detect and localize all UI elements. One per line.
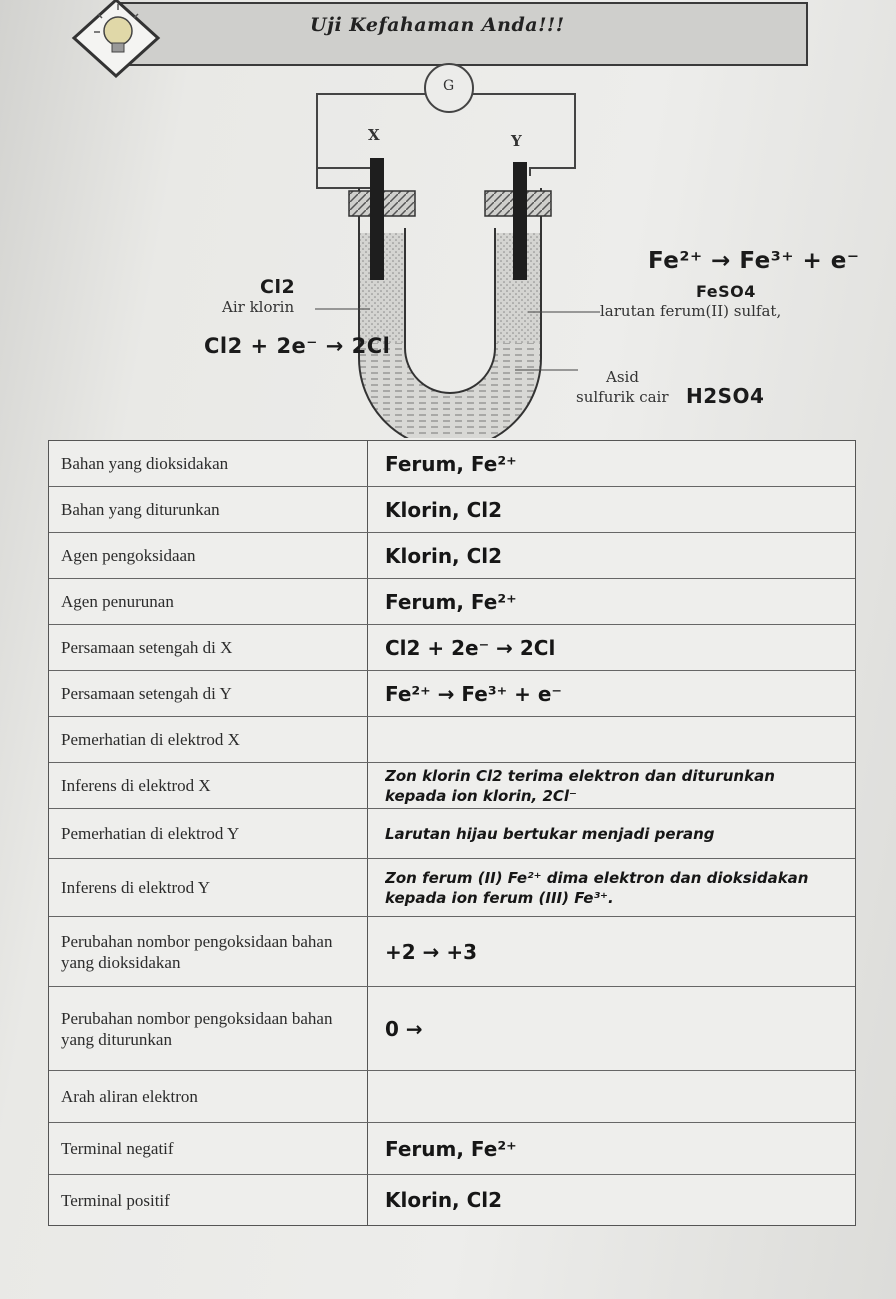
row-label: Perubahan nombor pengoksidaan bahan yang dioksidakan — [61, 931, 333, 972]
row-label: Perubahan nombor pengoksidaan bahan yang diturunkan — [61, 1008, 333, 1049]
row-answer: Larutan hijau bertukar menjadi perang — [385, 824, 715, 843]
row-label: Pemerhatian di elektrod X — [61, 730, 240, 749]
row-label: Agen pengoksidaan — [61, 546, 196, 565]
iron-sulfate-label: larutan ferum(II) sulfat, — [600, 302, 782, 320]
row-label: Persamaan setengah di X — [61, 638, 233, 657]
handwritten-right-equation: Fe²⁺ → Fe³⁺ + e⁻ — [648, 248, 860, 274]
acid-label-line1: Asid — [606, 368, 639, 386]
answer-line-1: Zon klorin Cl2 terima elektron dan diturunkan — [385, 766, 775, 785]
electrode-y-label: Y — [511, 132, 522, 150]
row-answer: Ferum, Fe²⁺ — [385, 451, 517, 476]
table-row — [49, 917, 855, 987]
row-label: Terminal positif — [61, 1190, 170, 1210]
answer-line-1: Zon ferum (II) Fe²⁺ dima elektron dan dioksidakan — [385, 868, 809, 887]
row-answer — [385, 1071, 851, 1122]
electrochemical-cell-diagram — [190, 58, 860, 438]
row-answer: 0 → — [385, 1016, 423, 1041]
handwritten-feso4: FeSO4 — [696, 282, 756, 301]
table-row — [49, 1175, 855, 1225]
electrode-x — [370, 158, 384, 280]
row-answer: Ferum, Fe²⁺ — [385, 1136, 517, 1161]
row-answer — [385, 859, 851, 916]
row-label: Persamaan setengah di Y — [61, 684, 232, 703]
table-row — [49, 859, 855, 917]
electrode-y — [513, 162, 527, 280]
table-row — [49, 1071, 855, 1123]
row-label: Agen penurunan — [61, 592, 174, 611]
row-answer: Klorin, Cl2 — [385, 497, 503, 522]
electrode-x-label: X — [368, 126, 380, 144]
handwritten-h2so4: H2SO4 — [686, 384, 765, 408]
row-answer: Klorin, Cl2 — [385, 543, 503, 568]
row-label: Pemerhatian di elektrod Y — [61, 824, 240, 843]
table-row — [49, 763, 855, 809]
row-answer: Ferum, Fe²⁺ — [385, 589, 517, 614]
row-answer — [385, 763, 851, 808]
chlorine-water-label: Air klorin — [222, 298, 295, 316]
table-row — [49, 533, 855, 579]
row-answer: +2 → +3 — [385, 939, 478, 964]
row-label: Arah aliran elektron — [61, 1087, 198, 1106]
row-label: Bahan yang dioksidakan — [61, 454, 229, 473]
row-answer — [385, 717, 851, 762]
table-row — [49, 987, 855, 1071]
table-row — [49, 809, 855, 859]
row-answer: Cl2 + 2e⁻ → 2Cl — [385, 635, 556, 660]
acid-label-line2: sulfurik cair — [576, 388, 669, 406]
table-row — [49, 717, 855, 763]
table-row — [49, 671, 855, 717]
handwritten-cl2: Cl2 — [260, 276, 296, 298]
table-row — [49, 625, 855, 671]
answer-line-2: kepada ion ferum (III) Fe³⁺. — [385, 888, 614, 907]
table-row — [49, 1123, 855, 1175]
lightbulb-badge-icon — [66, 0, 166, 78]
page-title: Uji Kefahaman Anda!!! — [310, 14, 565, 36]
row-answer: Klorin, Cl2 — [385, 1188, 503, 1212]
row-answer: Fe²⁺ → Fe³⁺ + e⁻ — [385, 681, 562, 706]
table-row — [49, 487, 855, 533]
row-label: Terminal negatif — [61, 1139, 174, 1158]
answer-table — [48, 440, 856, 1226]
handwritten-left-equation: Cl2 + 2e⁻ → 2Cl — [204, 334, 391, 358]
row-label: Inferens di elektrod Y — [61, 878, 211, 897]
table-row — [49, 579, 855, 625]
row-label: Inferens di elektrod X — [61, 776, 211, 795]
answer-line-2: kepada ion klorin, 2Cl⁻ — [385, 786, 577, 805]
table-row — [49, 441, 855, 487]
galvanometer-label: G — [443, 78, 455, 94]
row-label: Bahan yang diturunkan — [61, 500, 220, 519]
